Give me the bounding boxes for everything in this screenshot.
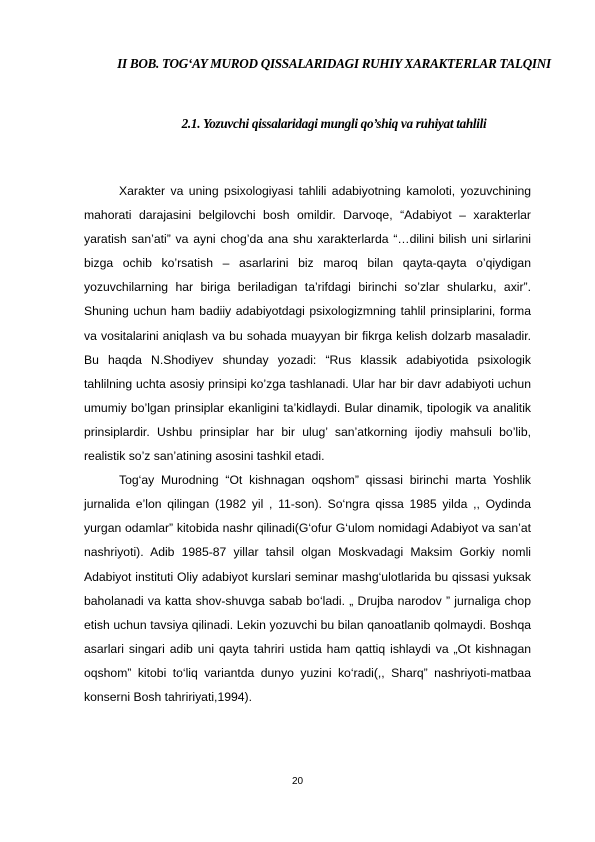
section-title: 2.1. Yozuvchi qissalaridagi mungli qo’shiq va ruhiyat tahlili — [181, 116, 487, 131]
page-number: 20 — [291, 776, 304, 787]
paragraph: Xarakter va uning psixologiyasi tahlili adabiyotning kamoloti, yozuvchining mahorati darajasini belgilovchi bosh omildir. Darvoqe, “Adabiyot – xarakterlar yaratish san’ati” va ayni chog’da ana shu xarakterlarda “…dilini bilish uni sirlarini bizga ochib ko’rsatish – asarlarini biz maroq bilan qayta-qayta o’qiydigan yozuvchilarning har biriga beriladigan ta’rifdagi birinchi so’zlar shularku, axir”. Shuning uchun ham badiiy adabiyotdagi psixologizmning tahlil prinsiplarini, forma va vositalarini aniqlash va bu sohada muayyan bir fikrga kelish dolzarb masaladir. Bu haqda N.Shodiyev shunday yozadi: “Rus klassik adabiyotida psixologik tahlilning uchta asosiy prinsipi ko’zga tashlanadi. Ular har bir davr adabiyoti uchun umumiy bo’lgan prinsiplar ekanligini ta’kidlaydi. Bular dinamik, tipologik va analitik prinsiplardir. Ushbu prinsiplar har bir ulug’ san’atkorning ijodiy mahsuli bo’lib, realistik so’z san’atining asosini tashkil etadi. — [84, 184, 531, 464]
body-text — [84, 179, 531, 709]
paragraph: Tog‘ay Murodning “Ot kishnagan oqshom” qissasi birinchi marta Yoshlik jurnalida e’lon qilingan (1982 yil , 11-son). So‘ngra qissa 1985 yilda ,, Oydinda yurgan odamlar” kitobida nashr qilinadi(G‘ofur G‘ulom nomidagi Adabiyot va san’at nashriyoti). Adib 1985-87 yillar tahsil olgan Moskvadagi Maksim Gorkiy nomli Adabiyot instituti Oliy adabiyot kurslari seminar mashg‘ulotlarida bu qissasi yuksak baholanadi va katta shov-shuvga sabab bo‘ladi. „ Drujba narodov ” jurnaliga chop etish uchun tavsiya qilinadi. Lekin yozuvchi bu bilan qanoatlanib qolmaydi. Boshqa asarlari singari adib uni qayta tahriri ustida ham qattiq ishlaydi va „Ot kishnagan oqshom” kitobi to‘liq variantda dunyo yuzini ko‘radi(,, Sharq” nashriyoti-matbaa konserni Bosh tahririyati,1994). — [84, 473, 531, 704]
chapter-title: II BOB. TOG‘AY MUROD QISSALARIDAGI RUHIY XARAKTERLAR TALQINI — [117, 56, 551, 71]
